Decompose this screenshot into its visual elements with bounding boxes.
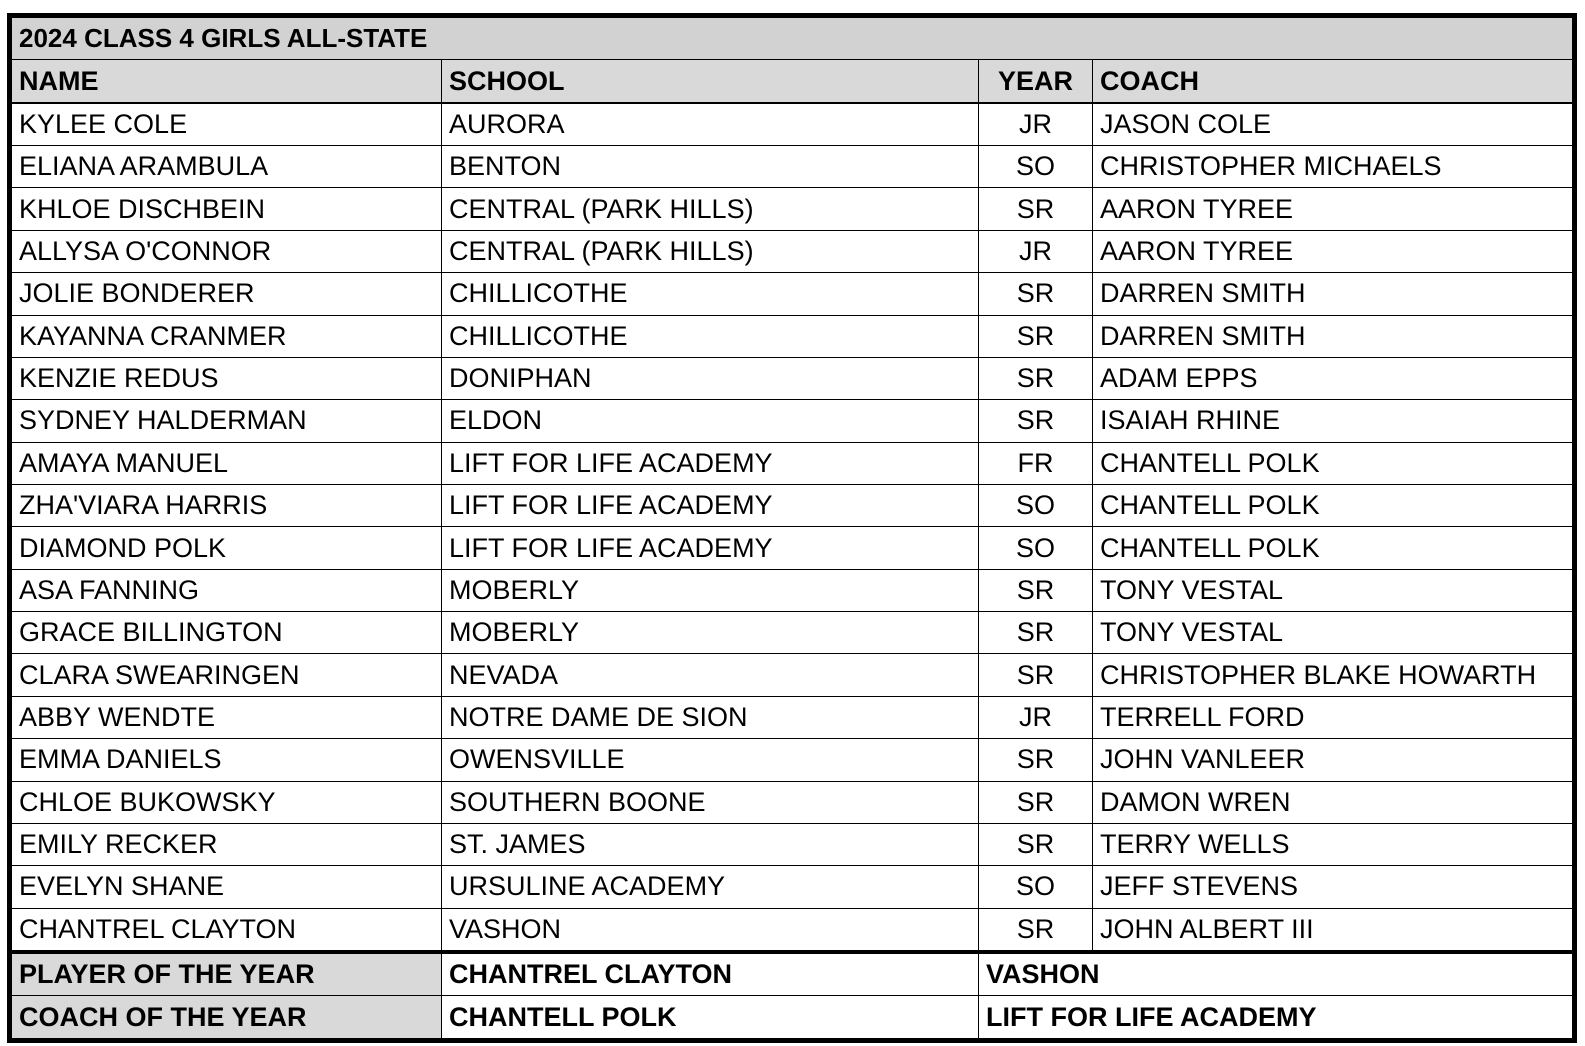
year-cell: SR (979, 357, 1093, 399)
school-cell: BENTON (442, 146, 979, 188)
year-cell: JR (979, 103, 1093, 146)
table-row (12, 908, 1573, 952)
player-name-cell: ASA FANNING (12, 569, 442, 611)
coach-cell: ISAIAH RHINE (1093, 400, 1573, 442)
player-name-cell: CLARA SWEARINGEN (12, 654, 442, 696)
coach-cell: DAMON WREN (1093, 781, 1573, 823)
table-row (12, 569, 1573, 611)
table-row (12, 823, 1573, 865)
table-row (12, 146, 1573, 188)
school-cell: NEVADA (442, 654, 979, 696)
school-cell: DONIPHAN (442, 357, 979, 399)
player-name-cell: ELIANA ARAMBULA (12, 146, 442, 188)
player-name-cell: KHLOE DISCHBEIN (12, 188, 442, 230)
year-cell: SR (979, 654, 1093, 696)
coach-cell: CHRISTOPHER BLAKE HOWARTH (1093, 654, 1573, 696)
coach-cell: TONY VESTAL (1093, 612, 1573, 654)
table-row (12, 188, 1573, 230)
coach-cell: CHANTELL POLK (1093, 484, 1573, 526)
award-winner-name: CHANTELL POLK (442, 996, 979, 1039)
player-name-cell: ABBY WENDTE (12, 696, 442, 738)
coach-cell: DARREN SMITH (1093, 273, 1573, 315)
year-cell: SO (979, 484, 1093, 526)
column-header-coach: COACH (1093, 60, 1573, 103)
player-name-cell: SYDNEY HALDERMAN (12, 400, 442, 442)
coach-cell: ADAM EPPS (1093, 357, 1573, 399)
column-header-year: YEAR (979, 60, 1093, 103)
school-cell: VASHON (442, 908, 979, 952)
table-row (12, 315, 1573, 357)
table-row (12, 103, 1573, 146)
table-row (12, 400, 1573, 442)
player-name-cell: JOLIE BONDERER (12, 273, 442, 315)
school-cell: ELDON (442, 400, 979, 442)
year-cell: SR (979, 908, 1093, 952)
coach-cell: CHANTELL POLK (1093, 442, 1573, 484)
school-cell: LIFT FOR LIFE ACADEMY (442, 484, 979, 526)
player-name-cell: DIAMOND POLK (12, 527, 442, 569)
school-cell: AURORA (442, 103, 979, 146)
coach-cell: DARREN SMITH (1093, 315, 1573, 357)
coach-cell: JOHN VANLEER (1093, 739, 1573, 781)
coach-cell: TONY VESTAL (1093, 569, 1573, 611)
award-label: PLAYER OF THE YEAR (12, 952, 442, 996)
year-cell: SO (979, 527, 1093, 569)
year-cell: SR (979, 273, 1093, 315)
player-name-cell: CHLOE BUKOWSKY (12, 781, 442, 823)
year-cell: SR (979, 612, 1093, 654)
player-name-cell: KENZIE REDUS (12, 357, 442, 399)
all-state-sheet (7, 13, 1577, 1043)
header-row (12, 60, 1573, 103)
award-winner-school: LIFT FOR LIFE ACADEMY (979, 996, 1573, 1039)
table-row (12, 654, 1573, 696)
coach-cell: CHRISTOPHER MICHAELS (1093, 146, 1573, 188)
player-name-cell: KAYANNA CRANMER (12, 315, 442, 357)
player-name-cell: EVELYN SHANE (12, 866, 442, 908)
year-cell: SR (979, 739, 1093, 781)
school-cell: CENTRAL (PARK HILLS) (442, 188, 979, 230)
player-name-cell: AMAYA MANUEL (12, 442, 442, 484)
award-row (12, 996, 1573, 1039)
coach-cell: AARON TYREE (1093, 188, 1573, 230)
school-cell: CENTRAL (PARK HILLS) (442, 230, 979, 272)
year-cell: SR (979, 400, 1093, 442)
school-cell: LIFT FOR LIFE ACADEMY (442, 527, 979, 569)
year-cell: SR (979, 188, 1093, 230)
table-row (12, 357, 1573, 399)
column-header-name: NAME (12, 60, 442, 103)
player-name-cell: ALLYSA O'CONNOR (12, 230, 442, 272)
school-cell: LIFT FOR LIFE ACADEMY (442, 442, 979, 484)
coach-cell: JOHN ALBERT III (1093, 908, 1573, 952)
year-cell: SR (979, 569, 1093, 611)
table-row (12, 866, 1573, 908)
coach-cell: JEFF STEVENS (1093, 866, 1573, 908)
table-row (12, 612, 1573, 654)
player-name-cell: ZHA'VIARA HARRIS (12, 484, 442, 526)
year-cell: SR (979, 315, 1093, 357)
year-cell: SO (979, 866, 1093, 908)
player-name-cell: KYLEE COLE (12, 103, 442, 146)
table-row (12, 527, 1573, 569)
award-winner-name: CHANTREL CLAYTON (442, 952, 979, 996)
player-name-cell: EMILY RECKER (12, 823, 442, 865)
school-cell: OWENSVILLE (442, 739, 979, 781)
player-name-cell: GRACE BILLINGTON (12, 612, 442, 654)
school-cell: MOBERLY (442, 569, 979, 611)
award-label: COACH OF THE YEAR (12, 996, 442, 1039)
school-cell: NOTRE DAME DE SION (442, 696, 979, 738)
table-row (12, 739, 1573, 781)
year-cell: SR (979, 823, 1093, 865)
year-cell: JR (979, 230, 1093, 272)
column-header-school: SCHOOL (442, 60, 979, 103)
coach-cell: TERRELL FORD (1093, 696, 1573, 738)
year-cell: SR (979, 781, 1093, 823)
school-cell: CHILLICOTHE (442, 315, 979, 357)
coach-cell: AARON TYREE (1093, 230, 1573, 272)
all-state-table (11, 17, 1573, 1039)
title-row (12, 18, 1573, 60)
table-row (12, 230, 1573, 272)
school-cell: ST. JAMES (442, 823, 979, 865)
school-cell: URSULINE ACADEMY (442, 866, 979, 908)
sheet-title: 2024 CLASS 4 GIRLS ALL-STATE (12, 18, 1573, 60)
table-row (12, 484, 1573, 526)
award-row (12, 952, 1573, 996)
school-cell: CHILLICOTHE (442, 273, 979, 315)
year-cell: JR (979, 696, 1093, 738)
table-row (12, 781, 1573, 823)
year-cell: SO (979, 146, 1093, 188)
award-winner-school: VASHON (979, 952, 1573, 996)
coach-cell: JASON COLE (1093, 103, 1573, 146)
school-cell: MOBERLY (442, 612, 979, 654)
coach-cell: CHANTELL POLK (1093, 527, 1573, 569)
player-name-cell: CHANTREL CLAYTON (12, 908, 442, 952)
year-cell: FR (979, 442, 1093, 484)
school-cell: SOUTHERN BOONE (442, 781, 979, 823)
coach-cell: TERRY WELLS (1093, 823, 1573, 865)
table-row (12, 442, 1573, 484)
table-row (12, 696, 1573, 738)
player-name-cell: EMMA DANIELS (12, 739, 442, 781)
table-row (12, 273, 1573, 315)
